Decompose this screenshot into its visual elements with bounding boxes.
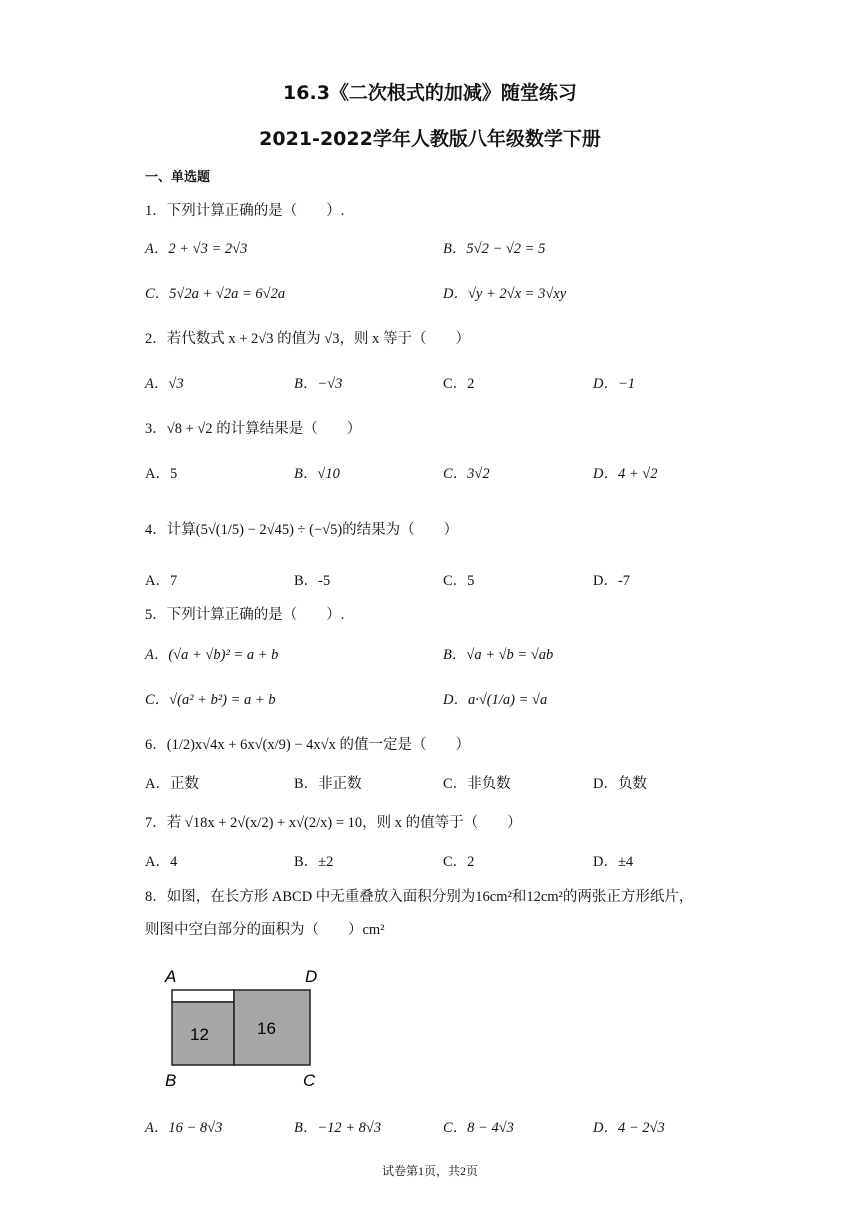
q4-option-a: A．7: [145, 573, 178, 589]
vertex-a: A: [165, 967, 177, 986]
label-large: 16: [257, 1019, 276, 1038]
q7-option-d: D．±4: [593, 854, 634, 870]
q6-option-a: A．正数: [145, 776, 199, 792]
vertex-d: D: [305, 967, 318, 986]
q4-option-c: C．5: [443, 573, 475, 589]
q6-option-c: C．非负数: [443, 776, 511, 792]
q3-option-d: D．4 + √2: [593, 466, 658, 482]
vertex-b: B: [165, 1071, 177, 1090]
q8-option-a: A．16 − 8√3: [145, 1120, 223, 1136]
q3-option-a: A．5: [145, 466, 178, 482]
question-3-stem: 3．√8 + √2 的计算结果是（ ）: [145, 421, 362, 437]
question-5-stem: 5．下列计算正确的是（ ）.: [145, 607, 345, 623]
question-6-stem: 6．(1/2)x√4x + 6x√(x/9) − 4x√x 的值一定是（ ）: [145, 737, 470, 753]
rectangle-figure: [160, 966, 330, 1092]
label-small: 12: [190, 1025, 209, 1044]
q5-option-c: C．√(a² + b²) = a + b: [145, 692, 276, 708]
q8-option-d: D．4 − 2√3: [593, 1120, 665, 1136]
q2-option-a: A．√3: [145, 376, 184, 392]
question-1-stem: 1．下列计算正确的是（ ）.: [145, 203, 345, 219]
q5-option-a: A．(√a + √b)² = a + b: [145, 647, 279, 663]
q3-option-c: C．3√2: [443, 466, 490, 482]
question-4-stem: 4．计算(5√(1/5) − 2√45) ÷ (−√5)的结果为（ ）: [145, 522, 459, 538]
q1-option-a: A．2 + √3 = 2√3: [145, 241, 248, 257]
q1-option-c: C．5√2a + √2a = 6√2a: [145, 286, 286, 302]
title-line-2: 2021-2022学年人教版八年级数学下册: [259, 128, 601, 150]
q5-option-d: D．a·√(1/a) = √a: [443, 692, 548, 708]
section-heading: 一、单选题: [145, 170, 211, 185]
blank-strip: [172, 990, 234, 1002]
q2-option-b: B．−√3: [294, 376, 343, 392]
title-line-1: 16.3《二次根式的加减》随堂练习: [283, 82, 577, 104]
q5-option-b: B．√a + √b = √ab: [443, 647, 554, 663]
q4-option-b: B．-5: [294, 573, 331, 589]
q6-option-d: D．负数: [593, 776, 647, 792]
q6-option-b: B．非正数: [294, 776, 362, 792]
q7-option-a: A．4: [145, 854, 178, 870]
q8-option-b: B．−12 + 8√3: [294, 1120, 382, 1136]
page-footer: 试卷第1页，共2页: [381, 1164, 478, 1178]
q1-option-d: D．√y + 2√x = 3√xy: [443, 286, 567, 302]
q7-option-b: B．±2: [294, 854, 334, 870]
q1-option-b: B．5√2 − √2 = 5: [443, 241, 546, 257]
question-8-stem: 8．如图，在长方形 ABCD 中无重叠放入面积分别为16cm²和12cm²的两张正方形纸片，: [145, 889, 694, 905]
q7-option-c: C．2: [443, 854, 475, 870]
q2-option-c: C．2: [443, 376, 475, 392]
question-8-stem-cont: 则图中空白部分的面积为（ ）cm²: [145, 922, 385, 938]
question-2-stem: 2．若代数式 x + 2√3 的值为 √3，则 x 等于（ ）: [145, 331, 470, 347]
vertex-c: C: [303, 1071, 316, 1090]
q8-option-c: C．8 − 4√3: [443, 1120, 514, 1136]
q3-option-b: B．√10: [294, 466, 340, 482]
q4-option-d: D．-7: [593, 573, 631, 589]
question-7-stem: 7．若 √18x + 2√(x/2) + x√(2/x) = 10，则 x 的值等于（ ）: [145, 815, 522, 831]
q2-option-d: D．−1: [593, 376, 636, 392]
